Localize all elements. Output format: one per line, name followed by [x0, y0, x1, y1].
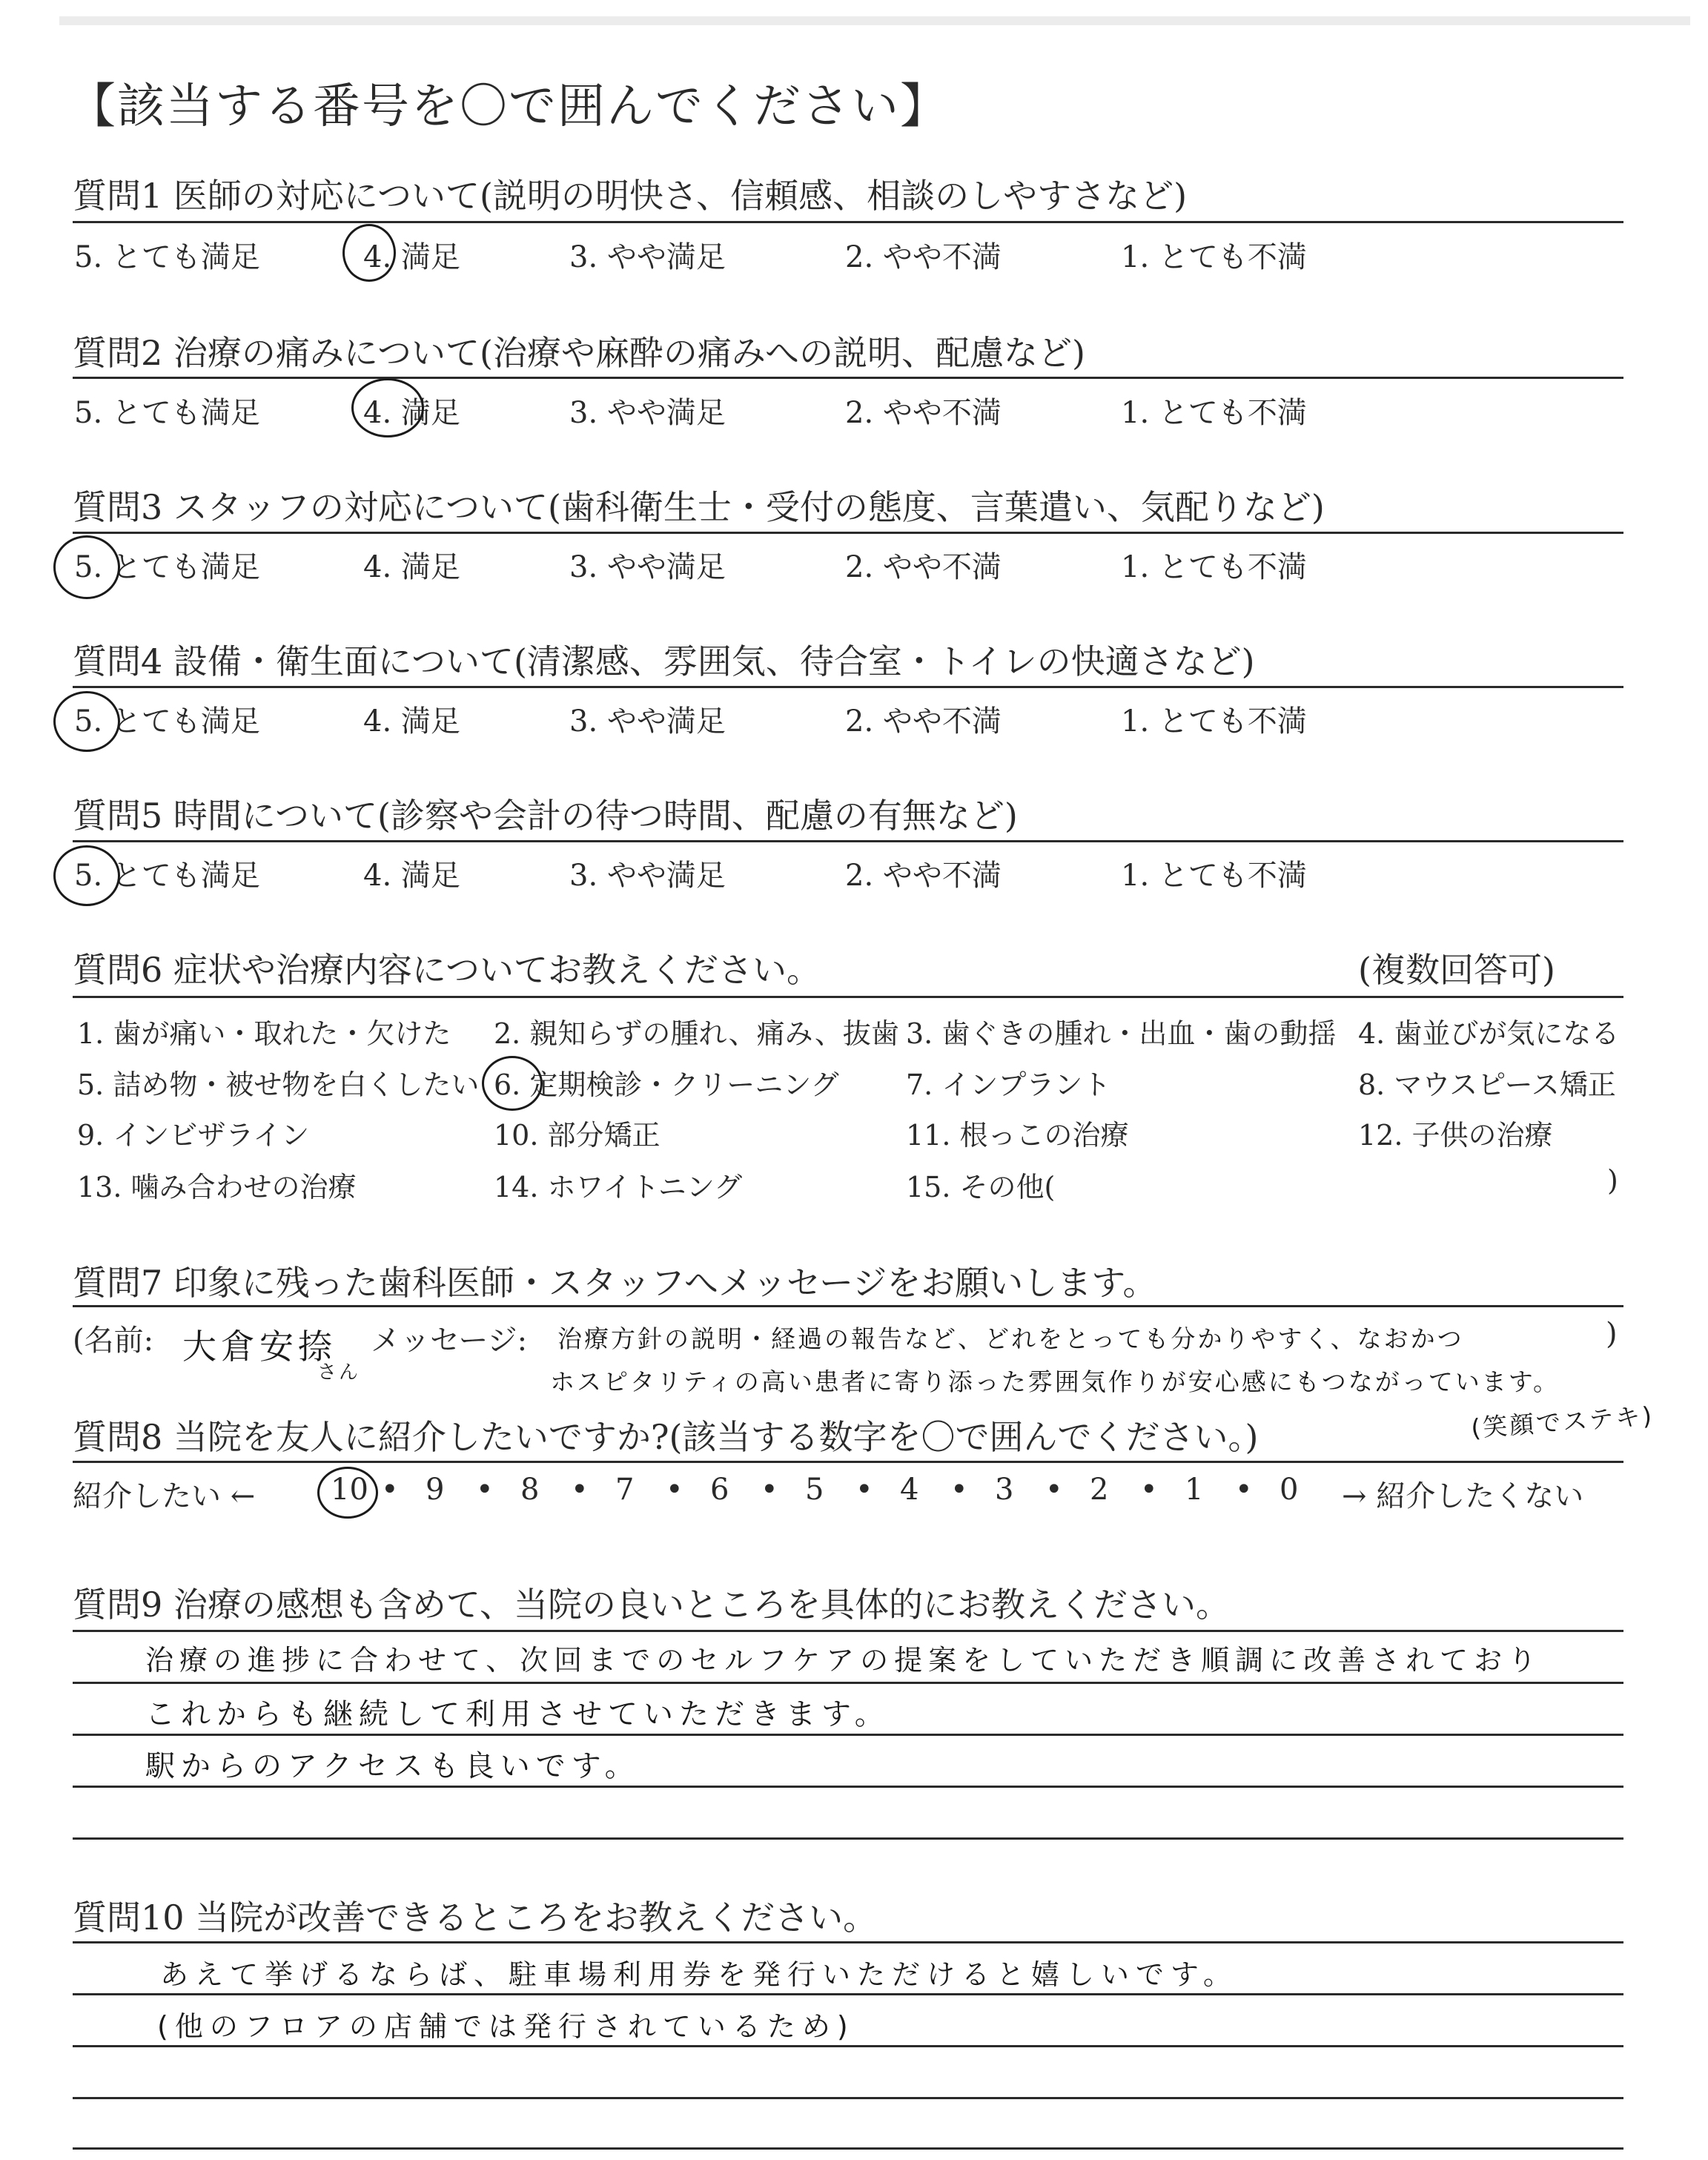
writing-line [73, 1993, 1623, 1995]
scale-separator-dot: • [381, 1473, 399, 1507]
writing-line [73, 2097, 1623, 2099]
q6-item-12[interactable]: 12. 子供の治療 [1358, 1119, 1553, 1152]
question-10-label: 質問10 当院が改善できるところをお教えください。 [73, 1898, 878, 1938]
recommend-score-4[interactable]: 4 [900, 1473, 919, 1507]
recommend-right-label: → 紹介したくない [1342, 1479, 1584, 1513]
name-label: (名前: [73, 1324, 154, 1358]
q10-answer-line-2[interactable]: (他のフロアの店舗では発行されているため) [157, 2010, 855, 2043]
question-4-label: 質問4 設備・衛生面について(清潔感、雰囲気、待合室・トイレの快適さなど) [73, 641, 1255, 681]
scale-separator-dot: • [855, 1473, 873, 1507]
q2-option-5[interactable]: 5. とても満足 [74, 396, 260, 430]
scale-separator-dot: • [666, 1473, 683, 1507]
q8-answer-circle [317, 1467, 378, 1519]
message-line-1[interactable]: 治療方針の説明・経過の報告など、どれをとっても分かりやすく、なおかつ [557, 1324, 1464, 1353]
divider [73, 532, 1623, 534]
q10-answer-line-1[interactable]: あえて挙げるならば、駐車場利用券を発行いただけると嬉しいです。 [160, 1958, 1238, 1991]
writing-line [73, 1941, 1623, 1943]
scale-separator-dot: • [571, 1473, 589, 1507]
q9-answer-line-2[interactable]: これからも継続して利用させていただきます。 [145, 1697, 890, 1731]
scale-separator-dot: • [950, 1473, 968, 1507]
recommend-score-2[interactable]: 2 [1090, 1473, 1109, 1507]
question-9-label: 質問9 治療の感想も含めて、当院の良いところを具体的にお教えください。 [73, 1585, 1230, 1625]
divider [73, 1461, 1623, 1463]
q3-option-2[interactable]: 2. やや不満 [845, 550, 1002, 584]
scan-top-edge [59, 16, 1690, 25]
q6-item-15[interactable]: 15. その他( [906, 1171, 1056, 1203]
q6-item-8[interactable]: 8. マウスピース矯正 [1358, 1069, 1616, 1101]
question-2-label: 質問2 治療の痛みについて(治療や麻酔の痛みへの説明、配慮など) [73, 333, 1085, 373]
q4-option-2[interactable]: 2. やや不満 [845, 704, 1002, 739]
recommend-score-1[interactable]: 1 [1185, 1473, 1204, 1507]
recommend-score-8[interactable]: 8 [520, 1473, 540, 1507]
q6-item-2[interactable]: 2. 親知らずの腫れ、痛み、抜歯 [494, 1017, 899, 1050]
q6-item-10[interactable]: 10. 部分矯正 [494, 1119, 661, 1152]
q5-option-2[interactable]: 2. やや不満 [845, 859, 1002, 893]
q4-option-4[interactable]: 4. 満足 [363, 704, 460, 739]
q6-item-9[interactable]: 9. インビザライン [77, 1119, 310, 1152]
message-label: メッセージ: [371, 1324, 528, 1358]
q6-item-7[interactable]: 7. インプラント [906, 1069, 1111, 1101]
recommend-left-label: 紹介したい ← [73, 1479, 256, 1513]
recommend-score-6[interactable]: 6 [710, 1473, 729, 1507]
question-1-label: 質問1 医師の対応について(説明の明快さ、信頼感、相談のしやすさなど) [73, 176, 1188, 216]
name-honorific: さん [317, 1361, 361, 1384]
multiple-answer-note: (複数回答可) [1358, 950, 1555, 990]
q1-option-2[interactable]: 2. やや不満 [845, 240, 1002, 274]
q3-answer-circle [53, 535, 120, 599]
writing-line [73, 2045, 1623, 2047]
q4-option-1[interactable]: 1. とても不満 [1121, 704, 1307, 739]
question-5-label: 質問5 時間について(診察や会計の待つ時間、配慮の有無など) [73, 796, 1018, 836]
writing-line [73, 2147, 1623, 2150]
q1-option-5[interactable]: 5. とても満足 [74, 240, 260, 274]
writing-line [73, 1786, 1623, 1788]
question-8-label: 質問8 当院を友人に紹介したいですか?(該当する数字を〇で囲んでください。) [73, 1417, 1259, 1457]
q6-item-4[interactable]: 4. 歯並びが気になる [1358, 1017, 1620, 1050]
q5-option-1[interactable]: 1. とても不満 [1121, 859, 1307, 893]
q3-option-5[interactable]: 5. とても満足 [74, 550, 260, 584]
question-3-label: 質問3 スタッフの対応について(歯科衛生士・受付の態度、言葉遣い、気配りなど) [73, 487, 1325, 527]
scale-separator-dot: • [761, 1473, 778, 1507]
recommend-score-10[interactable]: 10 [331, 1473, 368, 1507]
divider [73, 221, 1623, 223]
q3-option-1[interactable]: 1. とても不満 [1121, 550, 1307, 584]
q2-option-3[interactable]: 3. やや満足 [569, 396, 726, 430]
writing-line [73, 1734, 1623, 1736]
recommend-score-0[interactable]: 0 [1280, 1473, 1299, 1507]
q5-option-3[interactable]: 3. やや満足 [569, 859, 726, 893]
q3-option-3[interactable]: 3. やや満足 [569, 550, 726, 584]
q2-option-1[interactable]: 1. とても不満 [1121, 396, 1307, 430]
divider [73, 840, 1623, 842]
writing-line [73, 1630, 1623, 1632]
q5-option-5[interactable]: 5. とても満足 [74, 859, 260, 893]
q4-answer-circle [53, 691, 120, 752]
message-line-2[interactable]: ホスピタリティの高い患者に寄り添った雰囲気作りが安心感にもつながっています。 [550, 1367, 1560, 1396]
q2-option-4[interactable]: 4. 満足 [363, 396, 460, 430]
q5-option-4[interactable]: 4. 満足 [363, 859, 460, 893]
scale-separator-dot: • [1235, 1473, 1253, 1507]
scale-separator-dot: • [1045, 1473, 1063, 1507]
q2-option-2[interactable]: 2. やや不満 [845, 396, 1002, 430]
recommend-score-3[interactable]: 3 [995, 1473, 1014, 1507]
divider [73, 996, 1623, 998]
writing-line [73, 1837, 1623, 1840]
q6-answer-circle [482, 1056, 543, 1111]
divider [73, 686, 1623, 688]
scale-separator-dot: • [1140, 1473, 1158, 1507]
page-title: 【該当する番号を〇で囲んでください】 [68, 79, 949, 134]
q3-option-4[interactable]: 4. 満足 [363, 550, 460, 584]
q4-option-5[interactable]: 5. とても満足 [74, 704, 260, 739]
recommend-score-7[interactable]: 7 [615, 1473, 635, 1507]
divider [73, 1305, 1623, 1307]
question-6-label: 質問6 症状や治療内容についてお教えください。 [73, 950, 821, 990]
q6-item-11[interactable]: 11. 根っこの治療 [906, 1119, 1129, 1152]
writing-line [73, 1682, 1623, 1684]
q6-item-1[interactable]: 1. 歯が痛い・取れた・欠けた [77, 1017, 451, 1050]
q6-item-6[interactable]: 6. 定期検診・クリーニング [494, 1069, 839, 1101]
q1-answer-circle [342, 224, 396, 282]
message-line-3[interactable]: (笑顔でステキ) [1470, 1401, 1655, 1443]
q2-answer-circle [351, 378, 424, 437]
q6-item-5[interactable]: 5. 詰め物・被せ物を白くしたい [77, 1069, 480, 1101]
recommend-score-9[interactable]: 9 [426, 1473, 445, 1507]
recommend-score-5[interactable]: 5 [805, 1473, 824, 1507]
q9-answer-line-3[interactable]: 駅からのアクセスも良いです。 [145, 1749, 640, 1783]
question-7-label: 質問7 印象に残った歯科医師・スタッフへメッセージをお願いします。 [73, 1263, 1157, 1303]
message-close-paren: ) [1606, 1317, 1618, 1351]
staff-name[interactable]: 大倉安捺 [182, 1327, 337, 1367]
q6-other-close: ) [1607, 1164, 1618, 1197]
q6-item-13[interactable]: 13. 噛み合わせの治療 [77, 1171, 357, 1203]
q5-answer-circle [53, 845, 120, 906]
q1-option-4[interactable]: 4. 満足 [363, 240, 460, 274]
q9-answer-line-1[interactable]: 治療の進捗に合わせて、次回までのセルフケアの提案をしていただき順調に改善されており [145, 1644, 1543, 1677]
q1-option-1[interactable]: 1. とても不満 [1121, 240, 1307, 274]
scale-separator-dot: • [476, 1473, 494, 1507]
q1-option-3[interactable]: 3. やや満足 [569, 240, 726, 274]
q6-item-14[interactable]: 14. ホワイトニング [494, 1171, 743, 1203]
divider [73, 377, 1623, 379]
q6-item-3[interactable]: 3. 歯ぐきの腫れ・出血・歯の動揺 [906, 1017, 1337, 1050]
q4-option-3[interactable]: 3. やや満足 [569, 704, 726, 739]
